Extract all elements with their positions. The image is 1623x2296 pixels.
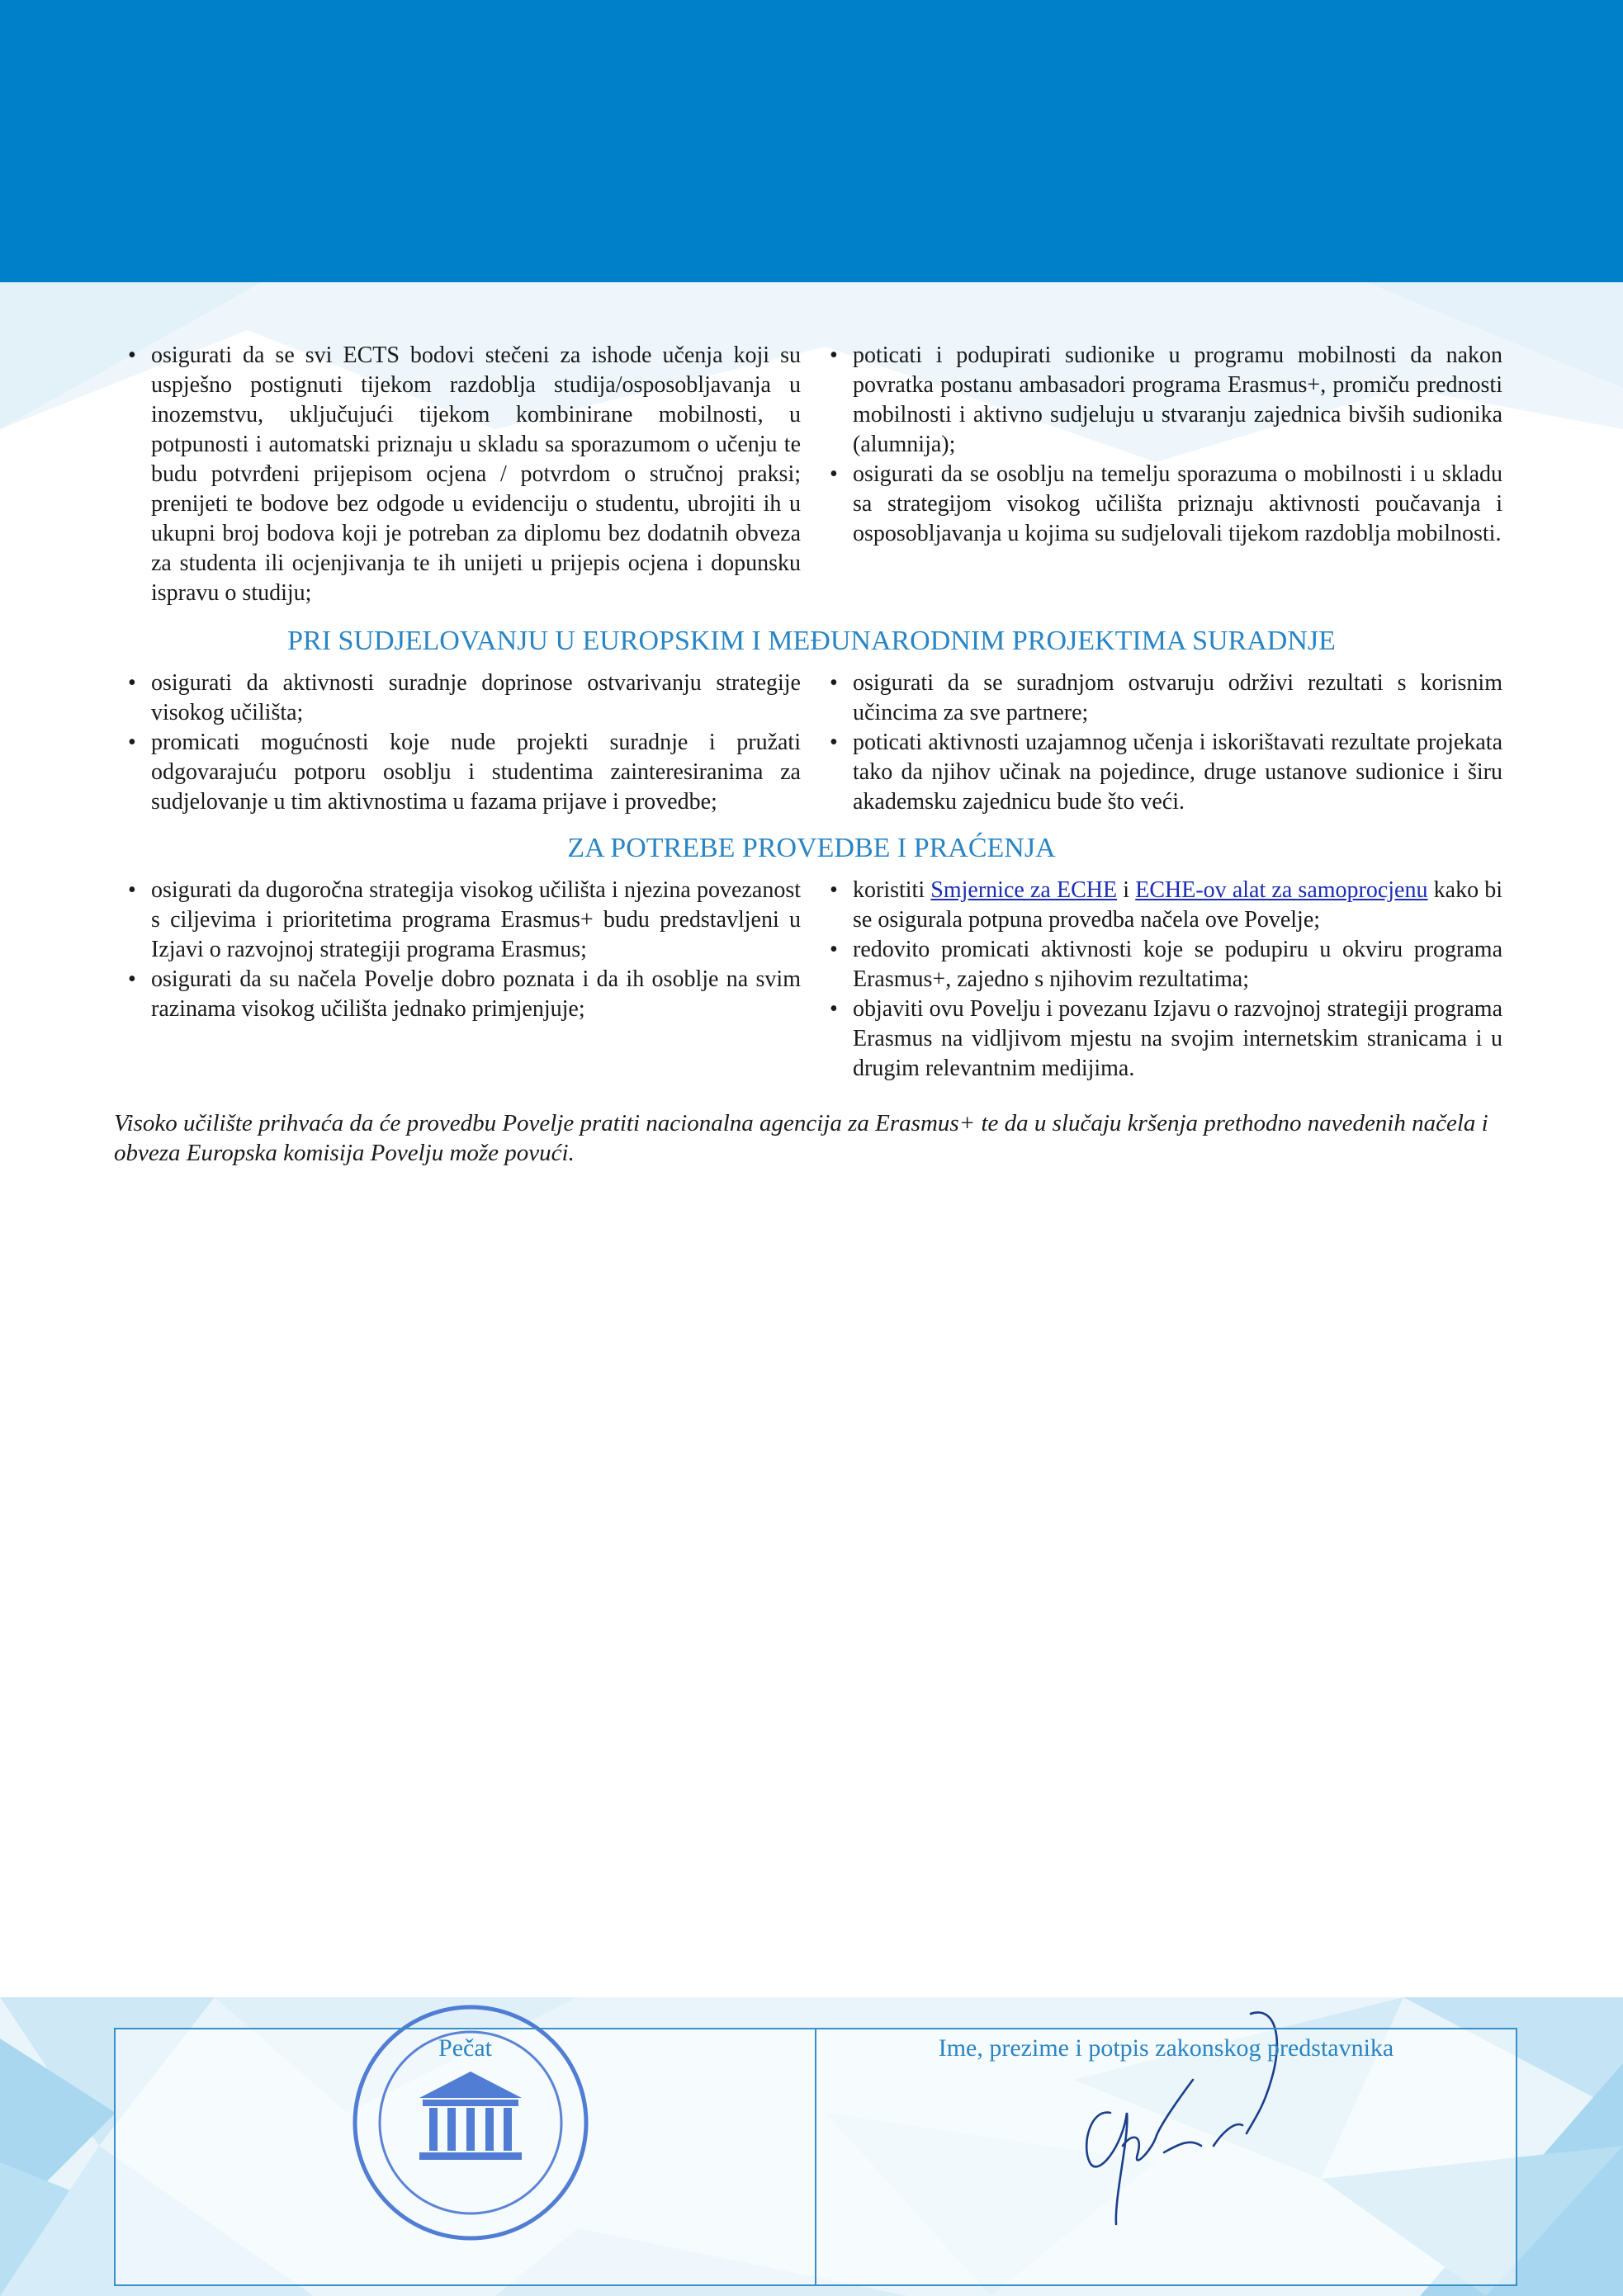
representative-label: Ime, prezime i potpis zakonskog predstavnika (938, 2034, 1394, 2062)
list-text: kako bi se osigurala potpuna provedba načela ove Povelje; (853, 877, 1503, 933)
list-item: • objaviti ovu Povelju i povezanu Izjavu o razvojnoj strategiji programa Erasmus na vidljivom mjestu na svojim internetskim stranicama i u drugim relevantnim medijima. (830, 994, 1502, 1084)
section-3-columns (128, 876, 1502, 1084)
list-item: • osigurati da aktivnosti suradnje doprinose ostvarivanju strategije visokog učilišta; (128, 668, 801, 728)
section-2-columns (128, 668, 1502, 817)
list-item: • osigurati da su načela Povelje dobro poznata i da ih osoblje na svim razinama visokog učilišta jednako primjenjuje; (128, 965, 801, 1024)
list-item: • redovito promicati aktivnosti koje se podupiru u okviru programa Erasmus+, zajedno s njihovim rezultatima; (830, 935, 1502, 994)
section-1-right (830, 341, 1502, 608)
section-heading-implementation: ZA POTREBE PROVEDBE I PRAĆENJA (567, 833, 1056, 863)
section-heading-projects: PRI SUDJELOVANJU U EUROPSKIM I MEĐUNARODNIM PROJEKTIMA SURADNJE (287, 626, 1336, 656)
list-item: • poticati aktivnosti uzajamnog učenja i iskorištavati rezultate projekata tako da njihov učinak na pojedince, druge ustanove sudionice i širu akademsku zajednicu bude što veći. (830, 728, 1502, 817)
section-1-left (128, 341, 801, 608)
stamp-cell (116, 2029, 815, 2284)
section-1-columns (128, 341, 1502, 608)
list-item: • poticati i podupirati sudionike u programu mobilnosti da nakon povratka postanu ambasadori programa Erasmus+, promiču prednosti mobilnosti i aktivno sudjeluju u stvaranju zajednica bivših sudionika (alumnija); (830, 341, 1502, 460)
eche-guidelines-link[interactable]: Smjernice za ECHE (930, 877, 1118, 903)
list-item (830, 876, 1502, 935)
list-text: i (1123, 877, 1130, 903)
list-item: • promicati mogućnosti koje nude projekti suradnje i pružati odgovarajuću potporu osoblju i studentima zainteresiranima za sudjelovanje u tim aktivnostima u fazama prijave i provedbe; (128, 728, 801, 817)
section-2-right (830, 668, 1502, 817)
list-item: • osigurati da se suradnjom ostvaruju održivi rezultati s korisnim učincima za sve partnere; (830, 668, 1502, 728)
list-item: • osigurati da dugoročna strategija visokog učilišta i njezina povezanost s ciljevima i prioritetima programa Erasmus+ budu predstavljeni u Izjavi o razvojnoj strategiji programa Erasmus; (128, 876, 801, 965)
section-2-left (128, 668, 801, 817)
list-text: koristiti (853, 877, 925, 903)
signature-box (114, 2028, 1517, 2286)
representative-cell (815, 2029, 1516, 2284)
list-item: • osigurati da se osoblju na temelju sporazuma o mobilnosti i u skladu sa strategijom visokog učilišta priznaju aktivnosti poučavanja i osposobljavanja u kojima su sudjelovali tijekom razdoblja mobilnosti. (830, 460, 1502, 549)
eche-self-assessment-link[interactable]: ECHE-ov alat za samoprocjenu (1135, 877, 1428, 903)
list-item: • osigurati da se svi ECTS bodovi stečeni za ishode učenja koji su uspješno postignuti tijekom razdoblja studija/osposobljavanja u inozemstvu, uključujući tijekom kombinirane mobilnosti, u potpunosti i automatski priznaju u skladu sa sporazumom o učenju te budu potvrđeni prijepisom ocjena / potvrdom o stručnoj praksi; prenijeti te bodove bez odgode u evidenciju o studentu, ubrojiti ih u ukupni broj bodova koji je potreban za diplomu bez dodatnih obveza za studenta ili ocjenjivanja te ih unijeti u prijepis ocjena i dopunsku ispravu o studiju; (128, 341, 801, 608)
closing-statement: Visoko učilište prihvaća da će provedbu Povelje pratiti nacionalna agencija za Erasmus+ te da u slučaju kršenja prethodno navedenih načela i obveza Europska komisija Povelju može povući. (114, 1110, 1488, 1166)
section-3-left (128, 876, 801, 1084)
stamp-label: Pečat (438, 2034, 492, 2062)
section-3-right (830, 876, 1502, 1084)
